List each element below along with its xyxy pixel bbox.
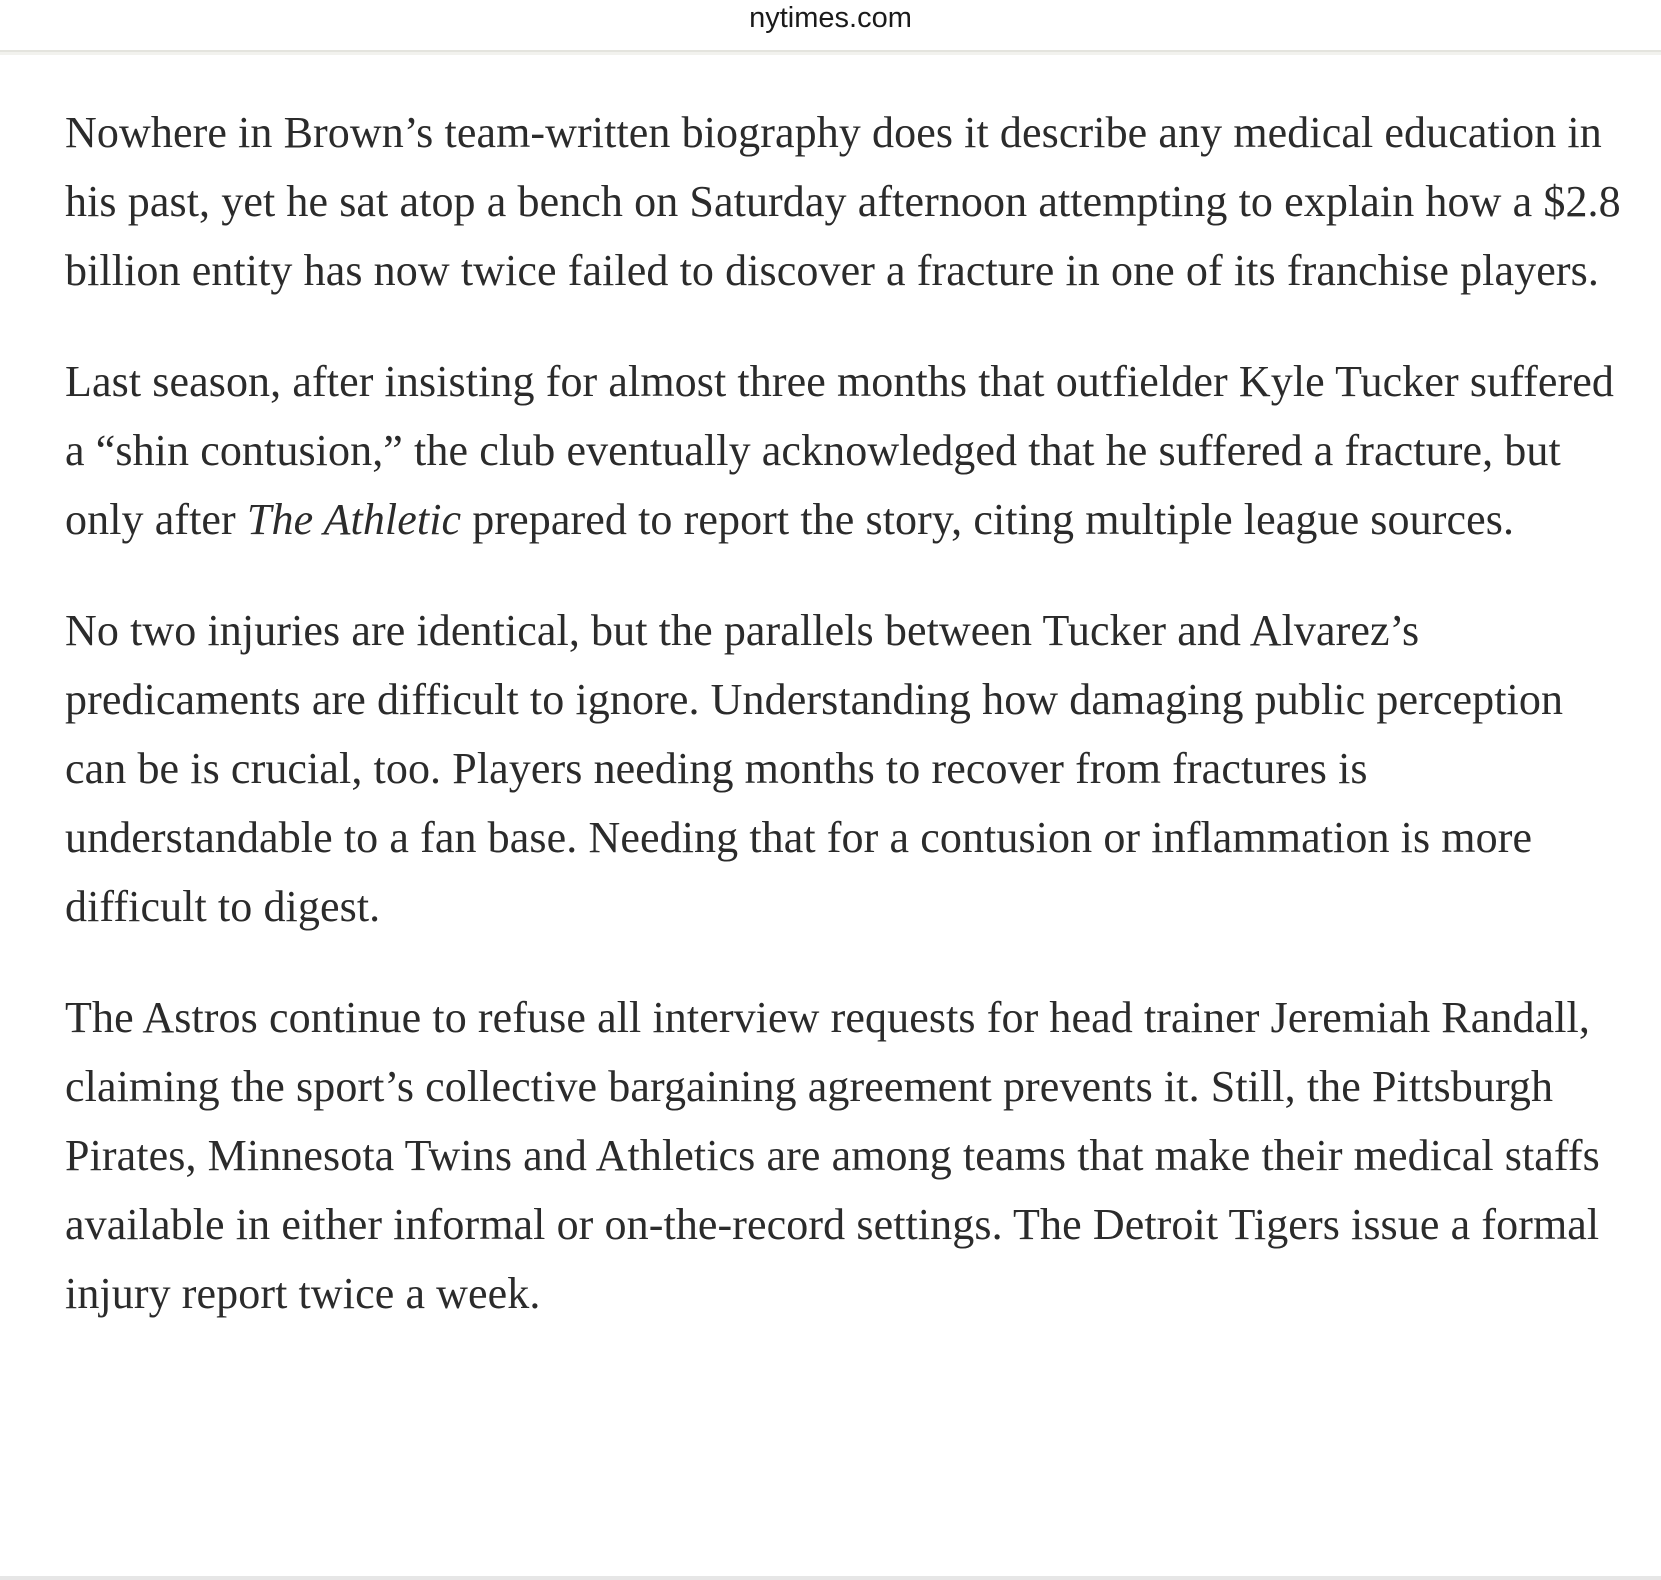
publication-name: The Athletic bbox=[246, 495, 462, 544]
article-body bbox=[65, 98, 1625, 1370]
page-bottom-divider bbox=[0, 1576, 1661, 1580]
paragraph-2-text-end: prepared to report the story, citing multiple league sources. bbox=[461, 495, 1515, 544]
article-paragraph-4: The Astros continue to refuse all interview requests for head trainer Jeremiah Randall, claiming the sport’s collective bargaining agreement prevents it. Still, the Pittsburgh Pirates, Minnesota Twins and Athletics are among teams that make their medical staffs available in either informal or on-the-record settings. The Detroit Tigers issue a formal injury report twice a week. bbox=[65, 993, 1600, 1318]
site-domain[interactable]: nytimes.com bbox=[749, 2, 912, 34]
article-paragraph-2 bbox=[65, 347, 1625, 554]
paragraph-2-text-start: Last season, after insisting for almost three months that outfielder Kyle Tucker suffered a “shin contusion,” the club eventually acknowledged that he suffered a fracture, but only after bbox=[65, 357, 1614, 544]
browser-address-bar[interactable] bbox=[0, 0, 1661, 52]
article-paragraph-1: Nowhere in Brown’s team-written biography does it describe any medical education in his past, yet he sat atop a bench on Saturday afternoon attempting to explain how a $2.8 billion entity has now twice failed to discover a fracture in one of its franchise players. bbox=[65, 108, 1621, 295]
article-paragraph-3: No two injuries are identical, but the parallels between Tucker and Alvarez’s predicaments are difficult to ignore. Understanding how damaging public perception can be is crucial, too. Players needing months to recover from fractures is understandable to a fan base. Needing that for a contusion or inflammation is more difficult to digest. bbox=[65, 606, 1564, 931]
